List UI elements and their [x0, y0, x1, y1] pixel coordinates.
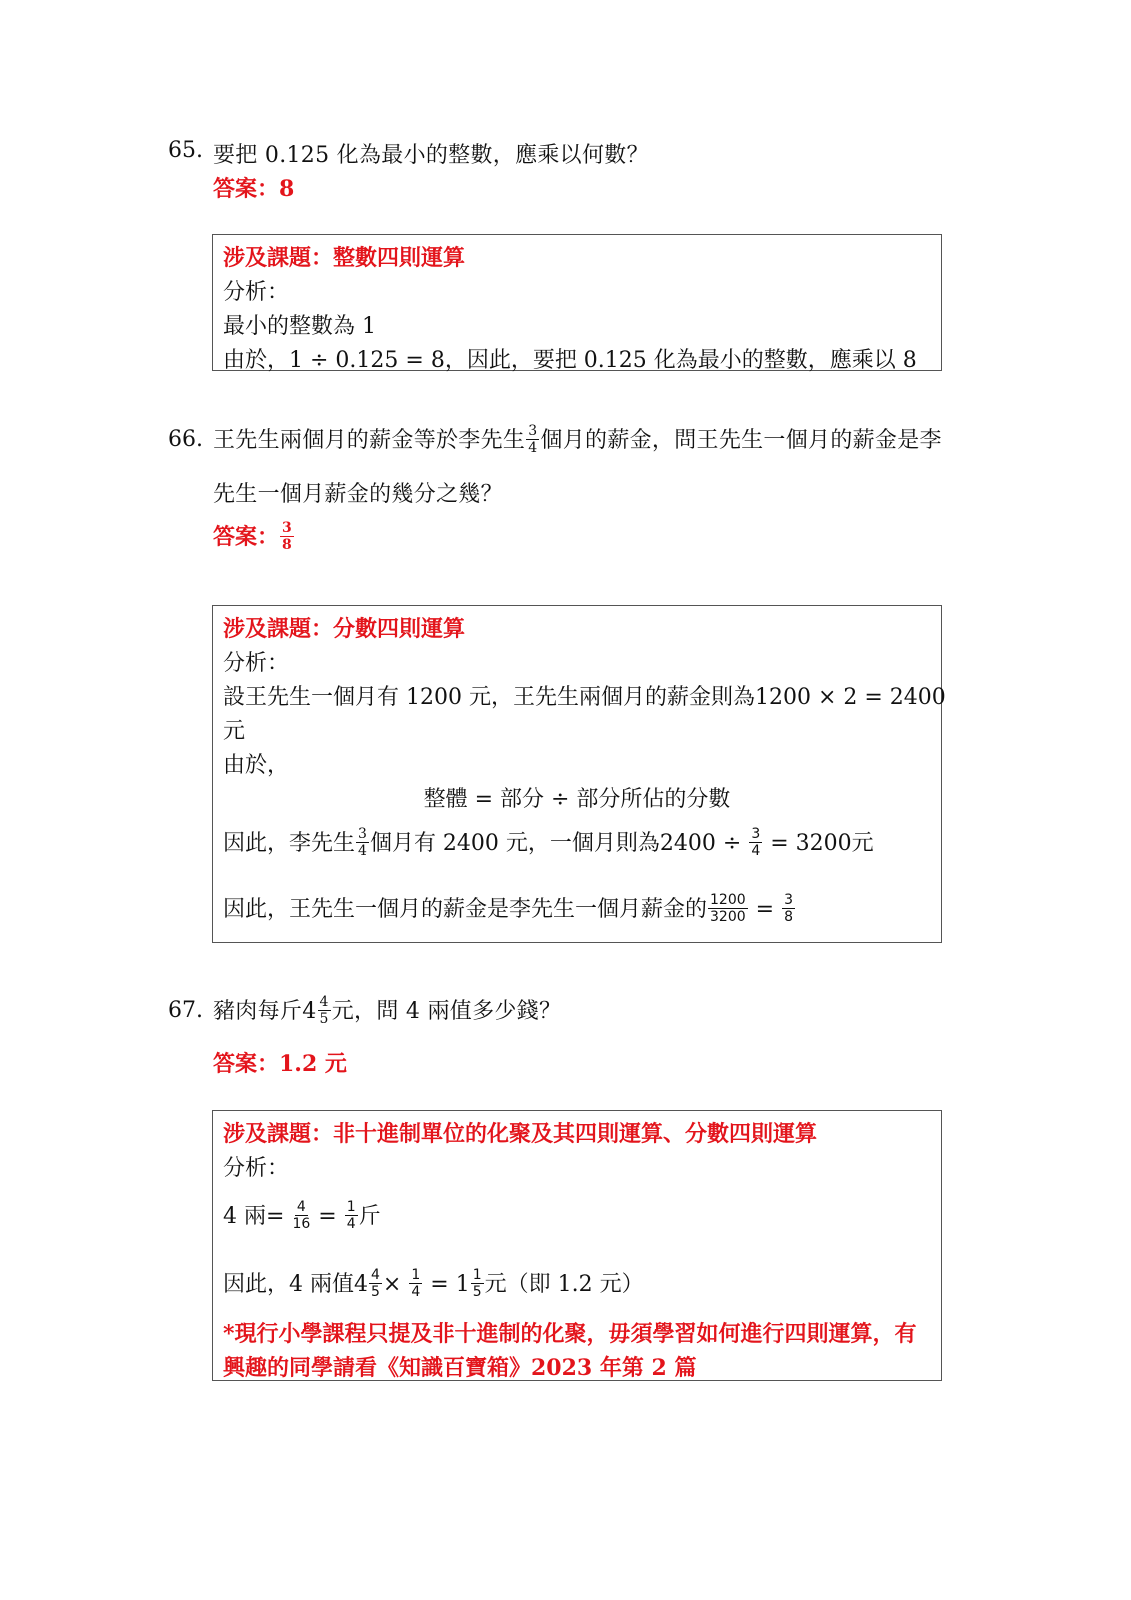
- question-text: 要把 0.125 化為最小的整數，應乘以何數？: [213, 143, 649, 168]
- fraction: $\frac{4}{16}$: [292, 1198, 311, 1232]
- fraction: $\frac{4}{5}$: [371, 1266, 380, 1300]
- analysis-box: [212, 1110, 942, 1381]
- note-line: 興趣的同學請看《知識百寶箱》2023 年第 2 篇: [223, 1355, 697, 1381]
- fraction: $\frac{1200}{3200}$: [710, 891, 746, 925]
- analysis-line: 元: [223, 719, 246, 744]
- analysis-box: [212, 234, 942, 371]
- fraction: $\frac{4}{5}$: [319, 993, 329, 1027]
- fraction: $\frac{3}{8}$: [784, 891, 794, 925]
- fraction: $\frac{3}{4}$: [358, 825, 367, 859]
- analysis-line: 最小的整數為 1: [223, 314, 376, 339]
- answer: 答案：8: [213, 176, 295, 202]
- analysis-line: 因此，4 兩值4 $\frac{4}{5}$ × $\frac{1}{4}$ = 1 $\frac{1}{5}$ 元（即 1.2 元）: [223, 1266, 644, 1300]
- question-number: 67.: [168, 998, 203, 1023]
- question-text: 豬肉每斤4 $\frac{4}{5}$ 元，問 4 兩值多少錢？: [213, 993, 562, 1027]
- question-number: 65.: [168, 138, 203, 163]
- answer: 答案： $\frac{3}{8}$: [213, 519, 292, 553]
- fraction: $\frac{3}{4}$: [751, 825, 761, 859]
- note-line: *現行小學課程只提及非十進制的化聚，毋須學習如何進行四則運算，有: [223, 1321, 917, 1347]
- formula: 整體 = 部分 ÷ 部分所佔的分數: [423, 787, 731, 812]
- answer-fraction: $\frac{3}{8}$: [282, 519, 292, 553]
- analysis-line: 由於，: [223, 753, 290, 778]
- analysis-line: 4 兩= $\frac{4}{16}$ = $\frac{1}{4}$ 斤: [223, 1198, 381, 1232]
- fraction: $\frac{3}{4}$: [528, 422, 538, 456]
- fraction: $\frac{1}{4}$: [346, 1198, 356, 1232]
- answer: 答案：1.2 元: [213, 1051, 347, 1077]
- analysis-label: 分析：: [223, 651, 290, 676]
- question-number: 66.: [168, 427, 203, 452]
- question-text: 王先生兩個月的薪金等於李先生 $\frac{3}{4}$ 個月的薪金，問王先生一個月的薪金是李: [213, 422, 942, 456]
- topic-heading: 涉及課題：分數四則運算: [223, 616, 466, 642]
- analysis-line: 因此，王先生一個月的薪金是李先生一個月薪金的 $\frac{1200}{3200}$ = $\frac{3}{8}$: [223, 891, 794, 925]
- analysis-box: [212, 605, 946, 943]
- analysis-label: 分析：: [223, 280, 290, 305]
- analysis-line: 由於，1 ÷ 0.125 = 8，因此，要把 0.125 化為最小的整數，應乘以 8: [223, 348, 917, 373]
- topic-heading: 涉及課題：非十進制單位的化聚及其四則運算、分數四則運算: [223, 1121, 818, 1147]
- analysis-line: 因此，李先生 $\frac{3}{4}$ 個月有 2400 元，一個月則為2400 ÷ $\frac{3}{4}$ = 3200元: [223, 825, 874, 859]
- topic-heading: 涉及課題：整數四則運算: [223, 245, 466, 271]
- fraction: $\frac{1}{4}$: [411, 1266, 421, 1300]
- fraction: $\frac{1}{5}$: [472, 1266, 482, 1300]
- analysis-label: 分析：: [223, 1156, 290, 1181]
- question-text-continued: 先生一個月薪金的幾分之幾？: [213, 482, 503, 507]
- analysis-line: 設王先生一個月有 1200 元，王先生兩個月的薪金則為1200 × 2 = 2400: [223, 685, 946, 710]
